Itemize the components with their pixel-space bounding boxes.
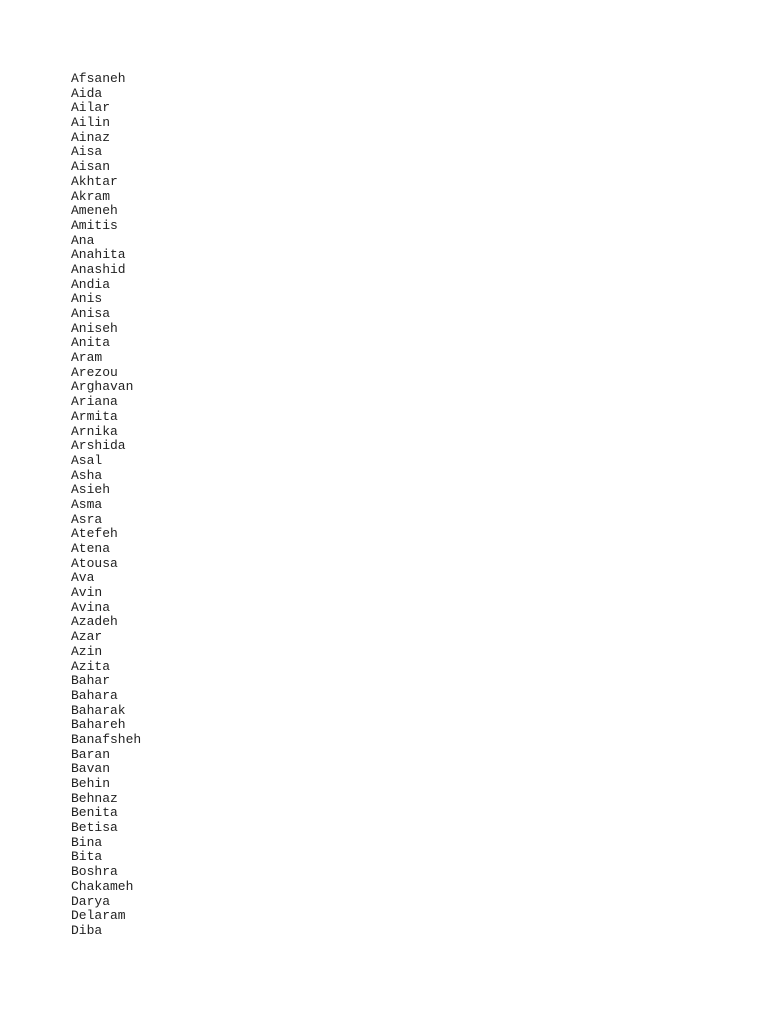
list-item: Aram [71,350,103,366]
list-item: Asma [71,496,103,512]
list-item: Behnaz [71,790,118,806]
list-item: Betisa [71,820,118,836]
list-item: Ailar [71,100,111,116]
list-item: Arshida [71,438,126,454]
list-item: Asieh [71,482,111,498]
list-item: Bina [71,834,103,850]
list-item: Armita [71,408,118,424]
list-item: Ainaz [71,129,111,145]
list-item: Aida [71,85,103,101]
list-item: Arezou [71,364,118,380]
list-item: Benita [71,805,118,821]
list-item: Ailin [71,115,111,131]
list-item: Anita [71,335,111,351]
list-item: Avin [71,585,103,601]
list-item: Darya [71,893,111,909]
list-item: Anahita [71,247,126,263]
list-item: Ameneh [71,203,118,219]
list-item: Amitis [71,217,118,233]
list-item: Bita [71,849,103,865]
list-item: Baharak [71,702,126,718]
list-item: Boshra [71,864,118,880]
list-item: Bahar [71,673,111,689]
list-item: Atena [71,541,111,556]
list-item: Azin [71,643,103,659]
list-item: Asra [71,511,103,527]
list-item: Azita [71,658,111,674]
list-item: Arnika [71,423,118,439]
list-item: Ava [71,570,95,586]
name-list [71,72,141,939]
list-item: Akhtar [71,173,118,189]
list-item: Atousa [71,555,118,571]
list-item: Baran [71,746,111,762]
list-item: Aisan [71,159,111,175]
list-item: Asha [71,467,103,483]
list-item: Afsaneh [71,71,126,86]
list-item: Diba [71,922,103,938]
list-item: Behin [71,776,111,791]
list-item: Anisa [71,306,111,321]
list-item: Ana [71,232,95,248]
list-item: Akram [71,188,111,204]
list-item: Aniseh [71,320,118,336]
list-item: Atefeh [71,526,118,542]
list-item: Avina [71,599,111,615]
list-item: Bahara [71,687,118,703]
list-item: Azadeh [71,614,118,630]
list-item: Bavan [71,761,111,777]
list-item: Delaram [71,908,126,924]
list-item: Asal [71,452,103,468]
list-item: Anashid [71,261,126,277]
list-item: Ariana [71,394,118,410]
list-item: Bahareh [71,717,126,733]
list-item: Arghavan [71,379,134,395]
list-item: Chakameh [71,878,134,894]
list-item: Azar [71,629,103,645]
list-item: Aisa [71,144,103,160]
list-item: Banafsheh [71,731,142,747]
list-item: Anis [71,291,103,307]
list-item: Andia [71,276,111,292]
